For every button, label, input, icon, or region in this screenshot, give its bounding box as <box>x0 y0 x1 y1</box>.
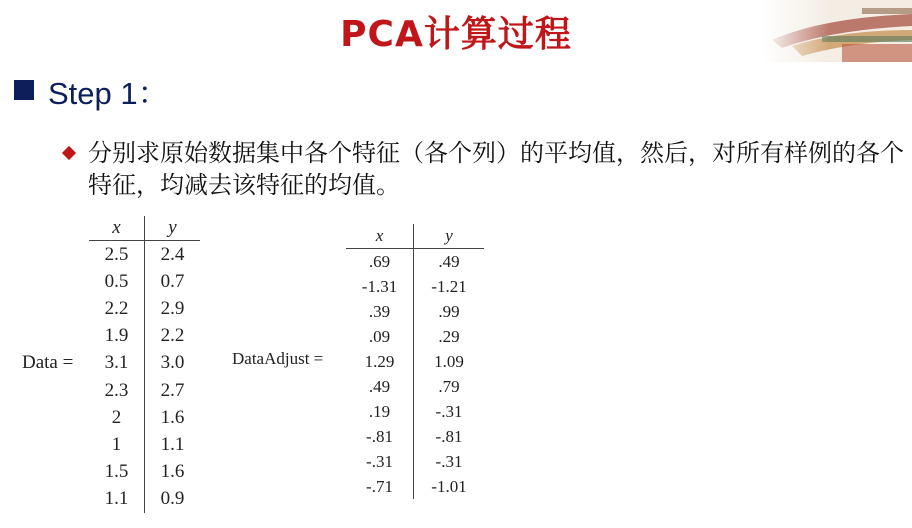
cell-x: 1.1 <box>89 486 145 513</box>
cell-y: 2.9 <box>160 297 185 319</box>
cell-x: -.31 <box>346 449 414 474</box>
cell-y: 3.0 <box>160 352 185 374</box>
square-bullet-icon <box>14 80 34 100</box>
cell-x: 2 <box>89 404 145 431</box>
data-table <box>89 216 200 513</box>
cell-x: 1 <box>89 431 145 458</box>
header-y: y <box>414 224 485 249</box>
cell-y: -.31 <box>435 401 463 421</box>
data-table-header <box>89 216 200 241</box>
cell-y: -1.01 <box>431 476 467 496</box>
cell-y: 0.7 <box>160 270 185 292</box>
cell-y: -.81 <box>435 426 463 446</box>
cell-y: 1.6 <box>160 461 185 483</box>
table-row <box>346 474 484 499</box>
header-x: x <box>346 224 414 249</box>
data-label: Data = <box>22 352 74 373</box>
table-row <box>346 424 484 449</box>
cell-y: 0.9 <box>160 488 185 510</box>
table-row <box>346 324 484 349</box>
cell-x: -1.31 <box>346 274 414 299</box>
table-row <box>89 486 200 513</box>
table-row <box>89 404 200 431</box>
cell-y: 2.2 <box>160 325 185 347</box>
table-row <box>89 350 200 377</box>
cell-y: 1.09 <box>434 351 464 371</box>
table-row <box>89 431 200 458</box>
cell-x: 1.9 <box>89 323 145 350</box>
cell-y: 2.4 <box>160 243 185 265</box>
cell-y: .99 <box>438 301 460 321</box>
cell-x: .09 <box>346 324 414 349</box>
cell-x: 2.5 <box>89 241 145 269</box>
cell-x: 1.5 <box>89 459 145 486</box>
table-row <box>346 399 484 424</box>
table-row <box>346 299 484 324</box>
cell-x: -.81 <box>346 424 414 449</box>
data-adjust-label: DataAdjust = <box>232 349 324 368</box>
cell-y: .49 <box>438 251 460 271</box>
table-row <box>346 374 484 399</box>
cell-x: -.71 <box>346 474 414 499</box>
cell-x: 0.5 <box>89 268 145 295</box>
cell-x: 1.29 <box>346 349 414 374</box>
data-adjust-table <box>346 224 484 499</box>
cell-x: .49 <box>346 374 414 399</box>
cell-y: .79 <box>438 376 460 396</box>
table-row <box>89 377 200 404</box>
bullet-text: 分别求原始数据集中各个特征（各个列）的平均值，然后，对所有样例的各个特征，均减去该特征的均值。 <box>88 139 904 199</box>
step-label: Step 1： <box>48 75 169 111</box>
cell-y: 2.7 <box>160 379 185 401</box>
table-row <box>89 295 200 322</box>
cell-y: .29 <box>438 326 460 346</box>
diamond-bullet-icon <box>62 146 76 160</box>
header-x: x <box>89 216 145 241</box>
table-row <box>89 459 200 486</box>
cell-y: 1.6 <box>160 406 185 428</box>
cell-y: -1.21 <box>431 276 467 296</box>
header-y: y <box>145 216 201 241</box>
cell-y: -.31 <box>435 451 463 471</box>
cell-y: 1.1 <box>160 433 185 455</box>
table-row <box>346 274 484 299</box>
table-row <box>89 268 200 295</box>
table-row <box>346 449 484 474</box>
slide-title: PCA计算过程 <box>340 14 572 55</box>
table-row <box>89 323 200 350</box>
cell-x: .39 <box>346 299 414 324</box>
cell-x: .19 <box>346 399 414 424</box>
table-row <box>346 249 484 275</box>
cell-x: 2.3 <box>89 377 145 404</box>
table-row <box>89 241 200 269</box>
table-row <box>346 349 484 374</box>
cell-x: .69 <box>346 249 414 275</box>
cell-x: 2.2 <box>89 295 145 322</box>
data-adjust-table-header <box>346 224 484 249</box>
step-heading <box>14 70 169 110</box>
cell-x: 3.1 <box>89 350 145 377</box>
bullet-point <box>64 137 910 201</box>
